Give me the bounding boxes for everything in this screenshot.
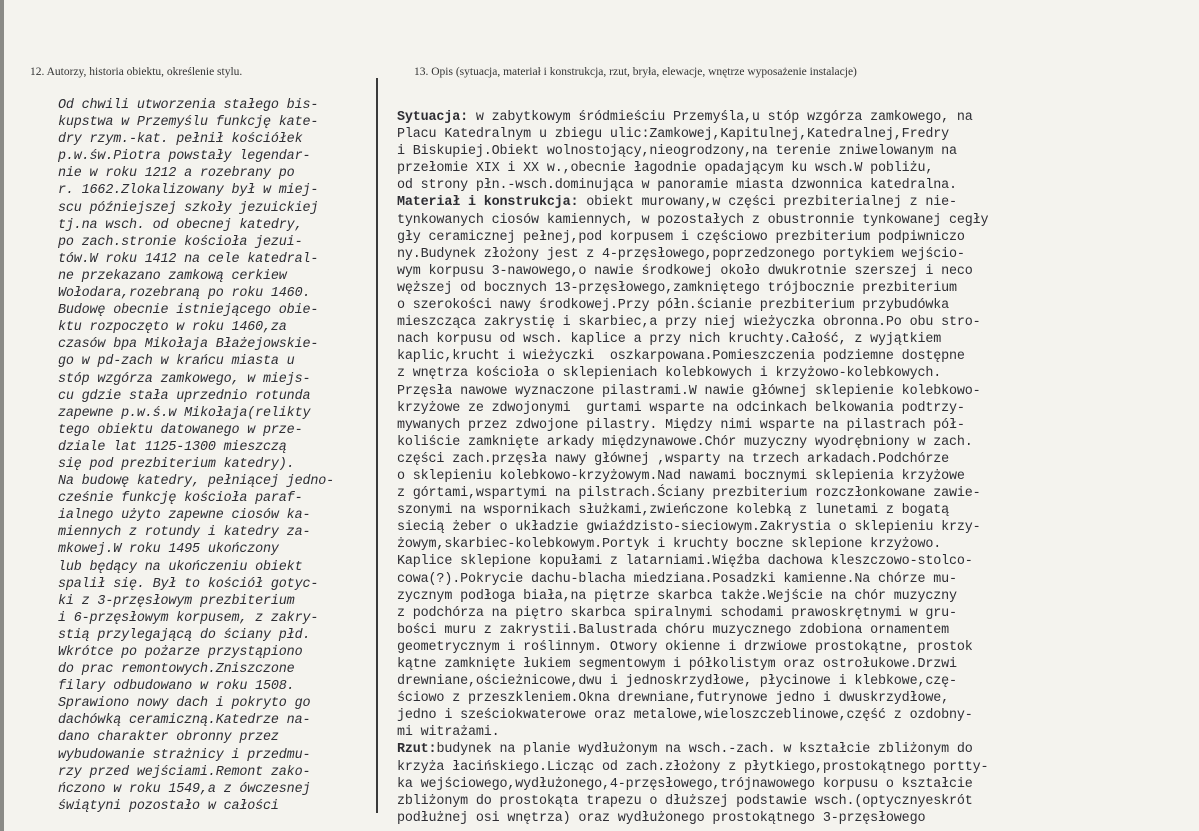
description-text-line (397, 724, 988, 741)
line-text: obiekt murowany,w części prezbiterialnej z nie- (578, 195, 957, 211)
history-text-line: Wkrótce po pożarze przystąpiono (58, 645, 303, 660)
line-text: węższej od bocznych 13-przęsłowego,zamkniętego trójbocznie prezbiterium (397, 280, 957, 296)
line-text: Przęsła nawowe wyznaczone pilastrami.W nawie głównej sklepienie kolebkowo- (397, 383, 981, 399)
description-text-line (397, 280, 988, 297)
line-text: mieszcząca zakrystię i skarbiec,a przy niej wieżyczka obronna.Po obu stro- (397, 315, 981, 331)
line-text: mi witrażami. (397, 725, 500, 741)
history-text-line: wybudowanie strażnicy i przedmu- (58, 747, 311, 763)
history-text-line: lub będący na ukończeniu obiekt (58, 559, 303, 575)
description-text-line (397, 519, 988, 536)
line-text: z podchórza na piętro skarbca spiralnymi schodami prawoskrętnymi w gru- (397, 605, 957, 621)
description-text-line (397, 212, 988, 229)
description-text-line (397, 194, 988, 211)
description-text-line (397, 588, 988, 605)
line-text: krzyżowe ze zdwojonymi gurtami wsparte na odcinkach belkowania podtrzy- (397, 400, 965, 416)
description-text-line (397, 536, 988, 553)
history-text-line: nie w roku 1212 a rozebrany po (58, 166, 295, 182)
line-text: krzyża łacińskiego.Licząc od zach.złożony z płytkiego,prostokątnego portty- (397, 759, 989, 775)
history-text-line: Wołodara,rozebraną po roku 1460. (58, 286, 311, 302)
history-text-line: czasów bpa Mikołaja Błażejowskie- (58, 337, 319, 353)
history-text-line: ialnego użyto zapewne ciosów ka- (58, 508, 311, 524)
history-text-line: Sprawiono nowy dach i pokryto go (58, 696, 311, 712)
history-text-line: tów.W roku 1412 na cele katedral- (58, 251, 319, 267)
history-text-line: dachówką ceramiczną.Katedrze na- (58, 713, 311, 729)
description-text-line (397, 314, 988, 331)
description-text-line (397, 707, 988, 724)
line-text: bości muru z zakrystii.Balustrada chóru muzycznego zdobiona ornamentem (397, 622, 949, 638)
line-text: koliście zamknięte arkady międzynawowe.Chór muzyczny wyodrębniony w zach. (397, 434, 973, 450)
history-text-line: świątyni pozostało w całości (58, 798, 279, 814)
history-text-line: tj.na wsch. od obecnej katedry, (58, 217, 303, 233)
history-text-line: Na budowę katedry, pełniącej jedno- (58, 474, 334, 490)
description-text-line (397, 673, 988, 690)
line-text: kątne zamknięte łukiem segmentowym i półkolistym oraz ostrołukowe.Drzwi (397, 657, 957, 672)
section-label: Materiał i konstrukcja: (397, 195, 579, 211)
line-text: od strony płn.-wsch.dominująca w panoramie miasta dzwonnica katedralna. (397, 178, 957, 194)
description-text-line (397, 690, 988, 707)
section-label: Rzut: (397, 742, 437, 758)
history-text-line: p.w.św.Piotra powstały legendar- (58, 149, 311, 165)
history-text-line: ne przekazano zamkową cerkiew (58, 268, 287, 284)
description-text-column (397, 109, 988, 827)
description-text-line (397, 741, 988, 758)
description-text-line (397, 177, 988, 194)
line-text: wym korpusu 3-nawowego,o nawie środkowej około dwukrotnie szerszej i neco (397, 263, 973, 279)
history-text-line: stią przylegającą do ściany płd. (58, 627, 311, 643)
history-text-line: tego obiektu datowanego w prze- (58, 422, 303, 438)
line-text: cowa(?).Pokrycie dachu-blacha miedziana.Posadzki kamienne.Na chórze mu- (397, 571, 957, 587)
line-text: jedno i sześciokwaterowe oraz metalowe,wieloszczeblinowe,część z ozdobny- (397, 708, 973, 724)
history-text-line: mkowej.W roku 1495 ukończony (58, 542, 279, 558)
line-text: w zabytkowym śródmieściu Przemyśla,u stóp wzgórza zamkowego, na (467, 110, 973, 125)
description-text-line (397, 605, 988, 622)
line-text: żowym,skarbiec-kolebkowym.Portyk i kruchty boczne sklepione krzyżowo. (397, 537, 942, 553)
line-text: gły ceramicznej pełnej,pod korpusem i częściowo prezbiterium podpiwniczo (397, 229, 965, 245)
history-text-line: stóp wzgórza zamkowego, w miejs- (58, 371, 311, 387)
line-text: części zach.przęsła nawy głównej ,wsparty na trzech arkadach.Podchórze (397, 451, 949, 467)
history-text-line: dano charakter obronny przez (58, 730, 279, 746)
description-text-line (397, 468, 988, 485)
description-text-line (397, 502, 988, 519)
line-text: i Biskupiej.Obiekt wolnostojący,nieogrodzony,na terenie zniwelowanym na (397, 144, 957, 160)
history-text-line: ńczono w roku 1549,a z ówczesnej (58, 781, 311, 797)
description-text-line (397, 331, 988, 348)
column-divider (376, 78, 378, 813)
line-text: przełomie XIX i XX w.,obecnie łagodnie opadającym ku wsch.W pobliżu, (397, 161, 934, 177)
history-text-line: go w pd-zach w krańcu miasta u (58, 354, 295, 370)
line-text: ściowo z przeszkleniem.Okna drewniane,futrynowe jedno i dwuskrzydłowe, (397, 691, 949, 707)
history-text-line: filary odbudowano w roku 1508. (58, 679, 295, 695)
line-text: zycznym podłoga biała,na piętrze skarbca także.Wejście na chór muzyczny (397, 588, 957, 604)
history-text-line: zapewne p.w.ś.w Mikołaja(relikty (58, 405, 311, 421)
history-text-line: Budowę obecnie istniejącego obie- (58, 303, 319, 319)
history-text-line: dziale lat 1125-1300 mieszczą (58, 439, 287, 455)
history-text-line: cu gdzie stała uprzednio rotunda (58, 388, 311, 404)
line-text: nach korpusu od wsch. kaplice a przy nich kruchty.Całość, z wyjątkiem (397, 332, 942, 348)
description-text-line (397, 126, 988, 143)
section-13-header: 13. Opis (sytuacja, materiał i konstrukcja, rzut, bryła, elewacje, wnętrze wyposażenie instalacje) (414, 66, 857, 78)
description-text-line (397, 246, 988, 263)
line-text: Placu Katedralnym u zbiegu ulic:Zamkowej,Kapitulnej,Katedralnej,Fredry (397, 127, 949, 143)
history-text-line: po zach.stronie kościoła jezui- (58, 234, 303, 250)
description-text-line (397, 656, 988, 673)
description-text-line (397, 263, 988, 280)
history-text-column (58, 97, 334, 815)
line-text: geometrycznym i roślinnym. Otwory okienne i drzwiowe prostokątne, prostok (397, 639, 973, 655)
history-text-line: scu późniejszej szkoły jezuickiej (58, 200, 319, 216)
history-text-line: spalił się. Był to kościół gotyc- (58, 576, 319, 592)
line-text: z górtami,wspartymi na pilstrach.Ściany prezbiterium rozczłonkowane zawie- (397, 486, 981, 502)
line-text: ka wejściowego,wydłużonego,4-przęsłowego,trójnawowego korpusu o kształcie (397, 776, 973, 792)
line-text: zbliżonym do prostokąta trapezu o dłuższej podstawie wsch.(optycznyeskrót (397, 793, 973, 809)
description-text-line (397, 451, 988, 468)
line-text: szonymi na wspornikach służkami,zwieńczone kolebką z lunetami z bogatą (397, 503, 949, 519)
line-text: ny.Budynek złożony jest z 4-przęsłowego,poprzedzonego portykiem wejścio- (397, 246, 965, 262)
description-text-line (397, 759, 988, 776)
description-text-line (397, 229, 988, 246)
history-text-line: Od chwili utworzenia stałego bis- (58, 98, 319, 113)
history-text-line: dry rzym.-kat. pełnił kościółek (58, 132, 303, 148)
description-text-line (397, 776, 988, 793)
description-text-line (397, 485, 988, 502)
history-text-line: rzy przed wejściami.Remont zako- (58, 764, 311, 780)
history-text-line: ktu rozpoczęto w roku 1460,za (58, 320, 287, 336)
description-text-line (397, 400, 988, 417)
history-text-line: się pod prezbiterium katedry). (58, 456, 295, 472)
description-text-line (397, 553, 988, 570)
line-text: o szerokości nawy środkowej.Przy półn.ścianie prezbiterium przybudówka (397, 298, 949, 314)
description-text-line (397, 160, 988, 177)
line-text: siecią żeber o układzie gwiaździsto-sieciowym.Zakrystia o sklepieniu krzy- (397, 520, 981, 536)
description-text-line (397, 348, 988, 365)
history-text-line: r. 1662.Zlokalizowany był w miej- (58, 183, 319, 199)
description-text-line (397, 810, 988, 827)
line-text: podłużnej osi wnętrza) oraz wydłużonego prostokątnego 3-przęsłowego (397, 810, 926, 826)
description-text-line (397, 383, 988, 400)
line-text: kaplic,krucht i wieżyczki oszkarpowana.Pomieszczenia podziemne dostępne (397, 349, 965, 365)
history-text-line: kupstwa w Przemyślu funkcję kate- (58, 115, 319, 131)
description-text-line (397, 622, 988, 639)
line-text: z wnętrza kościoła o sklepieniach kolebkowych i krzyżowo-kolebkowych. (397, 366, 942, 382)
line-text: drewniane,ościeżnicowe,dwu i jednoskrzydłowe, płycinowe i klebkowe,czę- (397, 674, 957, 690)
history-text-line: do prac remontowych.Zniszczone (58, 662, 295, 678)
history-text-line: miennych z rotundy i katedry za- (58, 525, 311, 541)
line-text: Kaplice sklepione kopułami z latarniami.Więźba dachowa kleszczowo-stolco- (397, 554, 973, 570)
line-text: mywanych przez zdwojone pilastry. Między nimi wsparte na pilastrach pół- (397, 417, 965, 433)
page-left-edge (0, 0, 4, 831)
history-text-line: ki z 3-przęsłowym prezbiterium (58, 593, 295, 609)
description-text-line (397, 434, 988, 451)
line-text: tynkowanych ciosów kamiennych, w pozostałych z obustronnie tynkowanej cegły (397, 212, 989, 228)
section-label: Sytuacja: (397, 110, 468, 125)
description-text-line (397, 639, 988, 656)
description-text-line (397, 297, 988, 314)
history-text-line: i 6-przęsłowym korpusem, z zakry- (58, 610, 319, 626)
description-text-line (397, 365, 988, 382)
description-text-line (397, 143, 988, 160)
line-text: budynek na planie wydłużonym na wsch.-zach. w kształcie zbliżonym do (436, 742, 973, 758)
line-text: o sklepieniu kolebkowo-krzyżowym.Nad nawami bocznymi sklepienia krzyżowe (397, 468, 965, 484)
description-text-line (397, 109, 988, 126)
description-text-line (397, 417, 988, 434)
history-text-line: cześnie funkcję kościoła paraf- (58, 491, 303, 507)
description-text-line (397, 793, 988, 810)
description-text-line (397, 571, 988, 588)
section-12-header: 12. Autorzy, historia obiektu, określenie stylu. (30, 66, 243, 78)
